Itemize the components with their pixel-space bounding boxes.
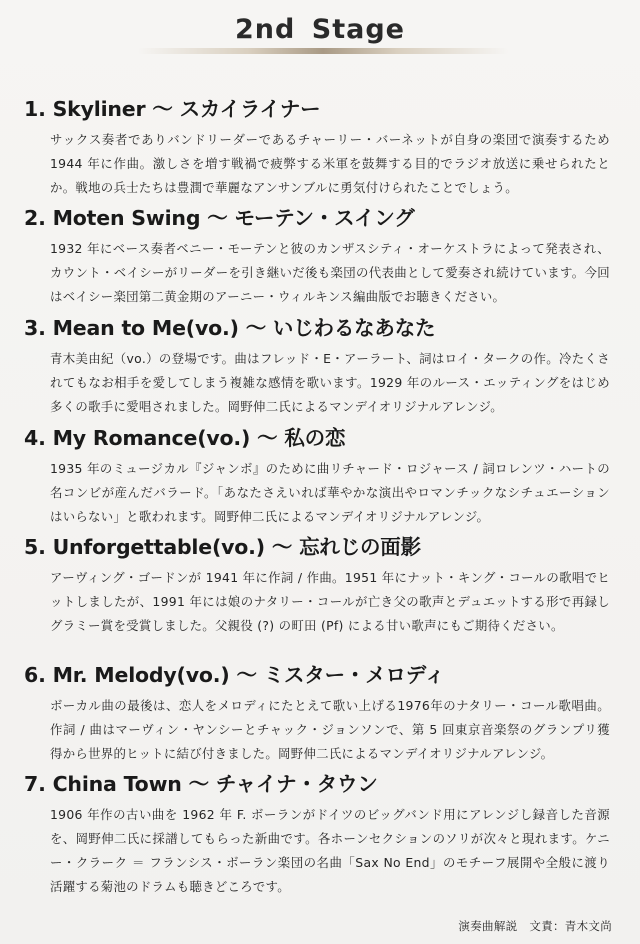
program-item-description: 1932 年にベース奏者ベニー・モーテンと彼のカンザスシティ・オーケストラによって発表され、カウント・ベイシーがリーダーを引き継いだ後も楽団の代表曲として愛奏され続けています。今回はベイシー楽団第二黄金期のアーニー・ウィルキンス編曲版でお聴きください。 [50, 241, 610, 304]
program-item-description: アーヴィング・ゴードンが 1941 年に作詞 / 作曲。1951 年にナット・キング・コールの歌唱でヒットしましたが、1991 年には娘のナタリー・コールが亡き父の歌声とデュエットする形で再録しグラミー賞を受賞しました。父親役 (?) の町田 (Pf) による甘い歌声にもご期待ください。 [50, 570, 610, 633]
program-item-4 [24, 425, 620, 529]
program-item-description: サックス奏者でありバンドリーダーであるチャーリー・バーネットが自身の楽団で演奏するため 1944 年に作曲。激しさを増す戦禍で疲弊する米軍を鼓舞する目的でラジオ放送に乗せられたとか。戦地の兵士たちは豊潤で華麗なアンサンブルに勇気付けられたことでしょう。 [50, 132, 610, 195]
stage-title: 2nd Stage [235, 14, 405, 45]
title-underline-decoration [138, 48, 508, 54]
author-credit [458, 918, 612, 934]
credit-label: 演奏曲解説 [458, 919, 518, 933]
program-item-5 [24, 534, 620, 638]
program-item-3 [24, 315, 620, 419]
program-item-title: 2. Moten Swing ～ モーテン・スイング [24, 206, 415, 230]
program-item-1 [24, 96, 620, 200]
program-item-title: 5. Unforgettable(vo.) ～ 忘れじの面影 [24, 535, 421, 559]
program-item-title: 7. China Town ～ チャイナ・タウン [24, 772, 378, 796]
program-item-description: 1935 年のミュージカル『ジャンボ』のために曲リチャード・ロジャース / 詞ロレンツ・ハートの名コンビが産んだバラード。「あなたさえいれば華やかな演出やロマンチックなシチュエーションはいらない」と歌われます。岡野伸二氏によるマンデイオリジナルアレンジ。 [50, 461, 610, 524]
program-item-6 [24, 662, 620, 766]
program-item-title: 6. Mr. Melody(vo.) ～ ミスター・メロディ [24, 663, 445, 687]
credit-author: 文責：青木文尚 [529, 919, 612, 933]
program-item-title: 3. Mean to Me(vo.) ～ いじわるなあなた [24, 316, 436, 340]
program-item-7 [24, 771, 620, 899]
program-item-description: 1906 年作の古い曲を 1962 年 F. ボーランがドイツのビッグバンド用にアレンジし録音した音源を、岡野伸二氏に採譜してもらった新曲です。各ホーンセクションのソリが次々と現れます。ケニー・クラーク ＝ フランシス・ボーラン楽団の名曲「Sax No End」のモチーフ展開や全般に渡り活躍する菊池のドラムも聴きどころです。 [50, 807, 610, 894]
program-item-title: 1. Skyliner ～ スカイライナー [24, 97, 321, 121]
program-item-title: 4. My Romance(vo.) ～ 私の恋 [24, 426, 346, 450]
stage-header [0, 14, 640, 45]
program-item-description: ボーカル曲の最後は、恋人をメロディにたとえて歌い上げる1976年のナタリー・コール歌唱曲。作詞 / 曲はマーヴィン・ヤンシーとチャック・ジョンソンで、第 5 回東京音楽祭のグランプリ獲得から世界的ヒットに結び付きました。岡野伸二氏によるマンデイオリジナルアレンジ。 [50, 698, 610, 761]
program-item-description: 青木美由紀（vo.）の登場です。曲はフレッド・E・アーラート、詞はロイ・タークの作。冷たくされてもなお相手を愛してしまう複雑な感情を歌います。1929 年のルース・エッティングをはじめ多くの歌手に愛唱されました。岡野伸二氏によるマンデイオリジナルアレンジ。 [50, 351, 610, 414]
program-item-2 [24, 205, 620, 309]
